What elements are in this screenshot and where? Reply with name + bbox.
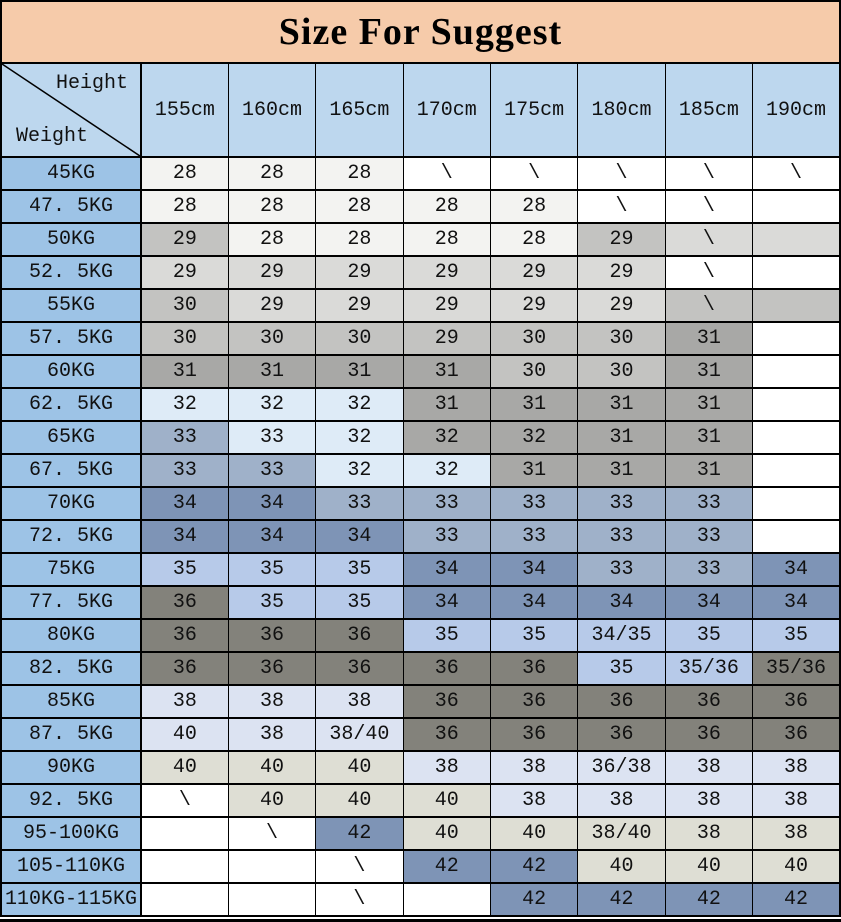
size-cell: 29 [141,223,228,256]
size-cell: 32 [316,421,403,454]
size-cell: 36/38 [578,751,665,784]
size-cell: 32 [403,454,490,487]
size-cell: 28 [316,157,403,190]
row-label-72-5kg: 72. 5KG [1,520,141,553]
size-cell: 38 [665,817,752,850]
size-cell: 33 [228,421,315,454]
size-cell: 34 [491,586,578,619]
size-cell: 33 [665,553,752,586]
size-cell: 29 [491,289,578,322]
size-cell: 40 [228,784,315,817]
size-cell: 31 [491,454,578,487]
size-cell: 28 [491,223,578,256]
size-cell: 36 [316,652,403,685]
table-row [1,421,840,454]
size-cell: 40 [316,784,403,817]
size-cell: 34 [141,487,228,520]
size-cell: 28 [491,190,578,223]
table-row [1,256,840,289]
size-cell: 38 [491,751,578,784]
size-cell: 40 [316,751,403,784]
table-row [1,223,840,256]
size-cell: 31 [491,388,578,421]
size-cell: 30 [578,355,665,388]
size-cell: 34 [753,553,840,586]
size-cell: 33 [316,487,403,520]
size-cell: 34 [403,553,490,586]
size-table [0,62,841,917]
size-cell: 40 [228,751,315,784]
size-cell: 28 [141,190,228,223]
size-cell: 29 [228,289,315,322]
size-cell: 28 [316,190,403,223]
size-cell: 34 [403,586,490,619]
column-header-170cm: 170cm [403,63,490,157]
table-row [1,784,840,817]
size-cell: 28 [141,157,228,190]
size-cell: 32 [228,388,315,421]
size-cell [753,256,840,289]
size-cell: 30 [316,322,403,355]
size-cell: \ [753,157,840,190]
size-cell: 42 [578,883,665,916]
row-label-50kg: 50KG [1,223,141,256]
size-cell: 29 [316,289,403,322]
table-row [1,322,840,355]
size-cell: 34/35 [578,619,665,652]
row-label-70kg: 70KG [1,487,141,520]
size-cell: 33 [141,454,228,487]
size-cell: 30 [141,289,228,322]
size-cell: 35 [403,619,490,652]
row-label-87-5kg: 87. 5KG [1,718,141,751]
table-row [1,652,840,685]
size-cell [228,883,315,916]
column-header-155cm: 155cm [141,63,228,157]
table-row [1,157,840,190]
size-cell: 42 [403,850,490,883]
size-cell: 34 [491,553,578,586]
size-cell: 31 [578,454,665,487]
size-cell: 35 [141,553,228,586]
size-cell [403,883,490,916]
size-cell: 29 [403,322,490,355]
size-cell: 38 [753,817,840,850]
size-cell: 36 [753,718,840,751]
size-cell: 42 [491,883,578,916]
size-cell: 31 [578,388,665,421]
size-cell: 31 [665,322,752,355]
table-row [1,718,840,751]
size-cell: 29 [403,256,490,289]
page-title: Size For Suggest [0,0,841,62]
size-cell: 33 [491,520,578,553]
size-cell [753,190,840,223]
size-cell: 33 [403,487,490,520]
row-label-92-5kg: 92. 5KG [1,784,141,817]
row-label-62-5kg: 62. 5KG [1,388,141,421]
size-cell: 29 [578,289,665,322]
size-cell: 28 [316,223,403,256]
size-cell: 40 [141,751,228,784]
size-cell: 35/36 [753,652,840,685]
size-cell: 36 [665,718,752,751]
size-cell: \ [316,850,403,883]
size-cell: 31 [665,355,752,388]
table-row [1,553,840,586]
size-cell: \ [665,289,752,322]
size-cell: 28 [228,190,315,223]
table-row [1,685,840,718]
size-cell [141,883,228,916]
size-cell: 29 [141,256,228,289]
size-cell: 31 [403,388,490,421]
row-label-55kg: 55KG [1,289,141,322]
size-cell [228,850,315,883]
row-label-60kg: 60KG [1,355,141,388]
size-cell: 42 [753,883,840,916]
size-cell: 31 [578,421,665,454]
row-label-67-5kg: 67. 5KG [1,454,141,487]
size-cell: 30 [228,322,315,355]
size-cell [753,388,840,421]
size-cell: 36 [491,718,578,751]
size-cell: 30 [578,322,665,355]
size-cell: 30 [491,355,578,388]
row-label-45kg: 45KG [1,157,141,190]
size-cell [753,223,840,256]
size-cell: 31 [403,355,490,388]
size-cell: 28 [403,223,490,256]
size-cell: 36 [491,652,578,685]
size-cell: 36 [403,718,490,751]
size-cell: 33 [578,520,665,553]
table-row [1,883,840,916]
size-cell: 29 [403,289,490,322]
size-cell: 35/36 [665,652,752,685]
size-cell: 31 [665,421,752,454]
size-cell: 38 [665,751,752,784]
table-row [1,850,840,883]
row-label-57-5kg: 57. 5KG [1,322,141,355]
table-row [1,817,840,850]
size-cell: \ [665,256,752,289]
size-cell: 40 [403,817,490,850]
size-cell: \ [665,157,752,190]
size-cell: 28 [228,223,315,256]
size-cell: 38 [578,784,665,817]
size-cell: 32 [141,388,228,421]
size-cell: 40 [665,850,752,883]
size-cell: 36 [403,652,490,685]
size-cell: 34 [578,586,665,619]
size-cell: 31 [316,355,403,388]
size-cell: 32 [316,454,403,487]
size-cell [141,817,228,850]
column-header-180cm: 180cm [578,63,665,157]
size-cell: 38/40 [578,817,665,850]
size-cell: 35 [228,553,315,586]
size-cell: 29 [578,223,665,256]
row-label-90kg: 90KG [1,751,141,784]
column-header-160cm: 160cm [228,63,315,157]
size-cell: 36 [316,619,403,652]
size-cell: 28 [228,157,315,190]
size-cell [753,289,840,322]
row-label-47-5kg: 47. 5KG [1,190,141,223]
row-label-105-110kg: 105-110KG [1,850,141,883]
size-cell: 35 [665,619,752,652]
size-cell [141,850,228,883]
size-cell: 31 [665,454,752,487]
size-cell: \ [665,223,752,256]
table-row [1,520,840,553]
size-cell: 38 [228,718,315,751]
size-cell: 32 [491,421,578,454]
size-cell [753,520,840,553]
size-cell: \ [665,190,752,223]
size-cell: 33 [665,520,752,553]
header-row [1,63,840,157]
row-label-110kg-115kg: 110KG-115KG [1,883,141,916]
size-cell: 34 [753,586,840,619]
size-cell: 33 [578,487,665,520]
size-cell: 38/40 [316,718,403,751]
size-cell: 33 [665,487,752,520]
size-cell: 40 [753,850,840,883]
table-row [1,586,840,619]
size-cell: 35 [491,619,578,652]
size-cell: 34 [316,520,403,553]
table-row [1,619,840,652]
size-cell: \ [578,157,665,190]
size-cell: 31 [228,355,315,388]
size-cell: 32 [316,388,403,421]
size-cell: 36 [228,619,315,652]
corner-cell [1,63,141,157]
column-header-175cm: 175cm [491,63,578,157]
size-cell: \ [578,190,665,223]
size-cell [753,322,840,355]
size-cell: 35 [753,619,840,652]
size-cell: 35 [316,586,403,619]
size-cell [753,421,840,454]
size-cell: 29 [578,256,665,289]
size-cell: 40 [578,850,665,883]
size-cell: 29 [316,256,403,289]
size-cell: 36 [403,685,490,718]
size-cell: 35 [578,652,665,685]
row-label-77-5kg: 77. 5KG [1,586,141,619]
size-cell: 33 [141,421,228,454]
column-header-185cm: 185cm [665,63,752,157]
row-label-65kg: 65KG [1,421,141,454]
size-cell [753,454,840,487]
size-cell: 36 [141,586,228,619]
size-cell: 36 [578,718,665,751]
table-row [1,454,840,487]
table-row [1,751,840,784]
size-cell: 34 [228,487,315,520]
size-cell: 36 [228,652,315,685]
size-cell: 38 [316,685,403,718]
size-cell: 34 [665,586,752,619]
size-cell: 38 [403,751,490,784]
row-label-75kg: 75KG [1,553,141,586]
size-cell: 36 [578,685,665,718]
size-cell: 34 [228,520,315,553]
size-cell: 40 [491,817,578,850]
size-cell: 40 [403,784,490,817]
size-cell: 29 [228,256,315,289]
size-cell: \ [228,817,315,850]
size-cell: 36 [665,685,752,718]
size-cell: 38 [228,685,315,718]
size-cell: 33 [228,454,315,487]
size-cell: 38 [753,784,840,817]
size-cell: 38 [491,784,578,817]
size-cell: 38 [665,784,752,817]
size-cell: 42 [316,817,403,850]
size-cell [753,487,840,520]
size-cell: 30 [141,322,228,355]
size-cell: 36 [141,652,228,685]
row-label-95-100kg: 95-100KG [1,817,141,850]
table-row [1,289,840,322]
corner-label-weight: Weight [16,125,89,148]
size-cell [753,355,840,388]
row-label-82-5kg: 82. 5KG [1,652,141,685]
size-cell: 38 [753,751,840,784]
size-cell: \ [316,883,403,916]
size-cell: 36 [491,685,578,718]
size-cell: 35 [228,586,315,619]
size-cell: 36 [141,619,228,652]
size-cell: 30 [491,322,578,355]
size-cell: 40 [141,718,228,751]
row-label-85kg: 85KG [1,685,141,718]
table-row [1,487,840,520]
size-cell: 34 [141,520,228,553]
size-cell: 33 [578,553,665,586]
size-cell: 42 [491,850,578,883]
size-cell: 29 [491,256,578,289]
size-cell: 35 [316,553,403,586]
size-cell: 31 [665,388,752,421]
size-cell: 32 [403,421,490,454]
corner-label-height: Height [55,72,128,95]
size-cell: 28 [403,190,490,223]
size-cell: 33 [491,487,578,520]
column-header-190cm: 190cm [753,63,840,157]
row-label-52-5kg: 52. 5KG [1,256,141,289]
size-cell: \ [141,784,228,817]
size-cell: 38 [141,685,228,718]
row-label-80kg: 80KG [1,619,141,652]
table-row [1,388,840,421]
size-cell: \ [403,157,490,190]
size-cell: 42 [665,883,752,916]
size-cell: \ [491,157,578,190]
table-row [1,355,840,388]
size-cell: 33 [403,520,490,553]
table-row [1,190,840,223]
size-cell: 36 [753,685,840,718]
column-header-165cm: 165cm [316,63,403,157]
size-cell: 31 [141,355,228,388]
